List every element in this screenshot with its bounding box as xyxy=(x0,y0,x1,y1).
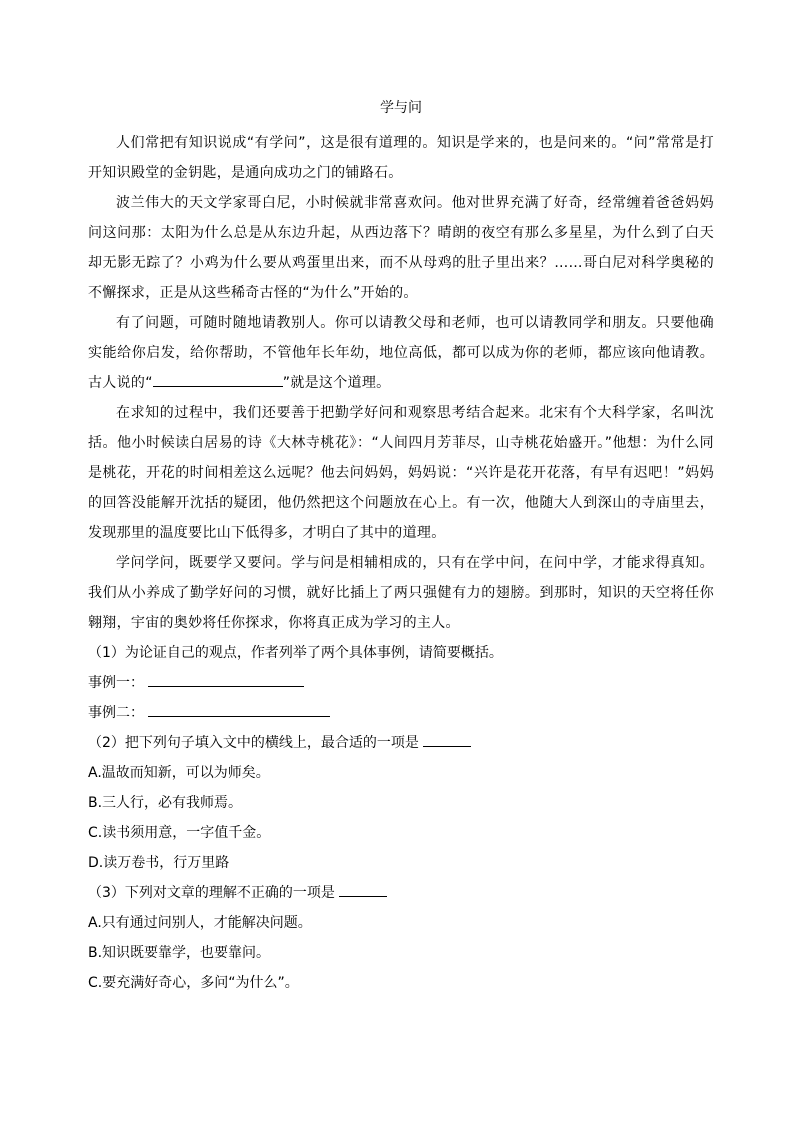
question-1-example-1 xyxy=(88,668,714,698)
paragraph-2: 波兰伟大的天文学家哥白尼，小时候就非常喜欢问。他对世界充满了好奇，经常缠着爸爸妈妈问这问那：太阳为什么总是从东边升起，从西边落下？晴朗的夜空有那么多星星，为什么到了白天却无影无踪了？小鸡为什么要从鸡蛋里出来，而不从母鸡的肚子里出来？……哥白尼对科学奥秘的不懈探求，正是从这些稀奇古怪的“为什么”开始的。 xyxy=(88,195,714,301)
paragraph-4: 在求知的过程中，我们还要善于把勤学好问和观察思考结合起来。北宋有个大科学家，名叫沈括。他小时候读白居易的诗《大林寺桃花》：“人间四月芳菲尽，山寺桃花始盛开。”他想：为什么同是桃花，开花的时间相差这么远呢？他去问妈妈，妈妈说：“兴许是花开花落，有早有迟吧！”妈妈的回答没能解开沈括的疑团，他仍然把这个问题放在心上。有一次，他随大人到深山的寺庙里去，发现那里的温度要比山下低得多，才明白了其中的道理。 xyxy=(88,405,714,541)
question-2-option-d: D.读万卷书，行万里路 xyxy=(88,855,230,871)
question-3 xyxy=(88,878,714,908)
question-3-option-b: B.知识既要靠学，也要靠问。 xyxy=(88,945,271,961)
paragraph-1: 人们常把有知识说成“有学问”，这是很有道理的。知识是学来的，也是问来的。“问”常常是打开知识殿堂的金钥匙，是通向成功之门的铺路石。 xyxy=(88,135,714,181)
question-3-answer-blank[interactable] xyxy=(339,880,387,897)
question-2 xyxy=(88,728,714,758)
question-3-option-a: A.只有通过问别人，才能解决问题。 xyxy=(88,915,312,931)
question-2-option-b: B.三人行，必有我师焉。 xyxy=(88,795,243,811)
question-2-option-a: A.温故而知新，可以为师矣。 xyxy=(88,765,270,781)
example-1-answer-blank[interactable] xyxy=(148,670,304,687)
question-3-option-c: C.要充满好奇心，多问“为什么”。 xyxy=(88,975,299,991)
example-1-label: 事例一： xyxy=(88,675,144,691)
question-1: （1）为论证自己的观点，作者列举了两个具体事例，请简要概括。 xyxy=(88,645,503,661)
paragraph-5: 学问学问，既要学又要问。学与问是相辅相成的，只有在学中问，在问中学，才能求得真知。我们从小养成了勤学好问的习惯，就好比插上了两只强健有力的翅膀。到那时，知识的天空将任你翱翔，宇宙的奥妙将任你探求，你将真正成为学习的主人。 xyxy=(88,555,714,631)
paragraph-3-text-after: ”就是这个道理。 xyxy=(282,375,391,391)
question-1-example-2 xyxy=(88,698,714,728)
quote-blank[interactable] xyxy=(153,370,283,387)
paragraph-3 xyxy=(88,308,714,398)
example-2-label: 事例二： xyxy=(88,705,144,721)
example-2-answer-blank[interactable] xyxy=(148,700,330,717)
question-2-answer-blank[interactable] xyxy=(423,730,471,747)
document-page xyxy=(88,98,714,998)
paragraph-3-text-before: 有了问题，可随时随地请教别人。你可以请教父母和老师，也可以请教同学和朋友。只要他确实能给你启发，给你帮助，不管他年长年幼，地位高低，都可以成为你的老师，都应该向他请教。古人说的“ xyxy=(88,315,714,391)
question-2-option-c: C.读书须用意，一字值千金。 xyxy=(88,825,271,841)
question-3-text: （3）下列对文章的理解不正确的一项是 xyxy=(88,885,335,901)
question-2-text: （2）把下列句子填入文中的横线上，最合适的一项是 xyxy=(88,735,419,751)
article-title: 学与问 xyxy=(380,100,422,116)
